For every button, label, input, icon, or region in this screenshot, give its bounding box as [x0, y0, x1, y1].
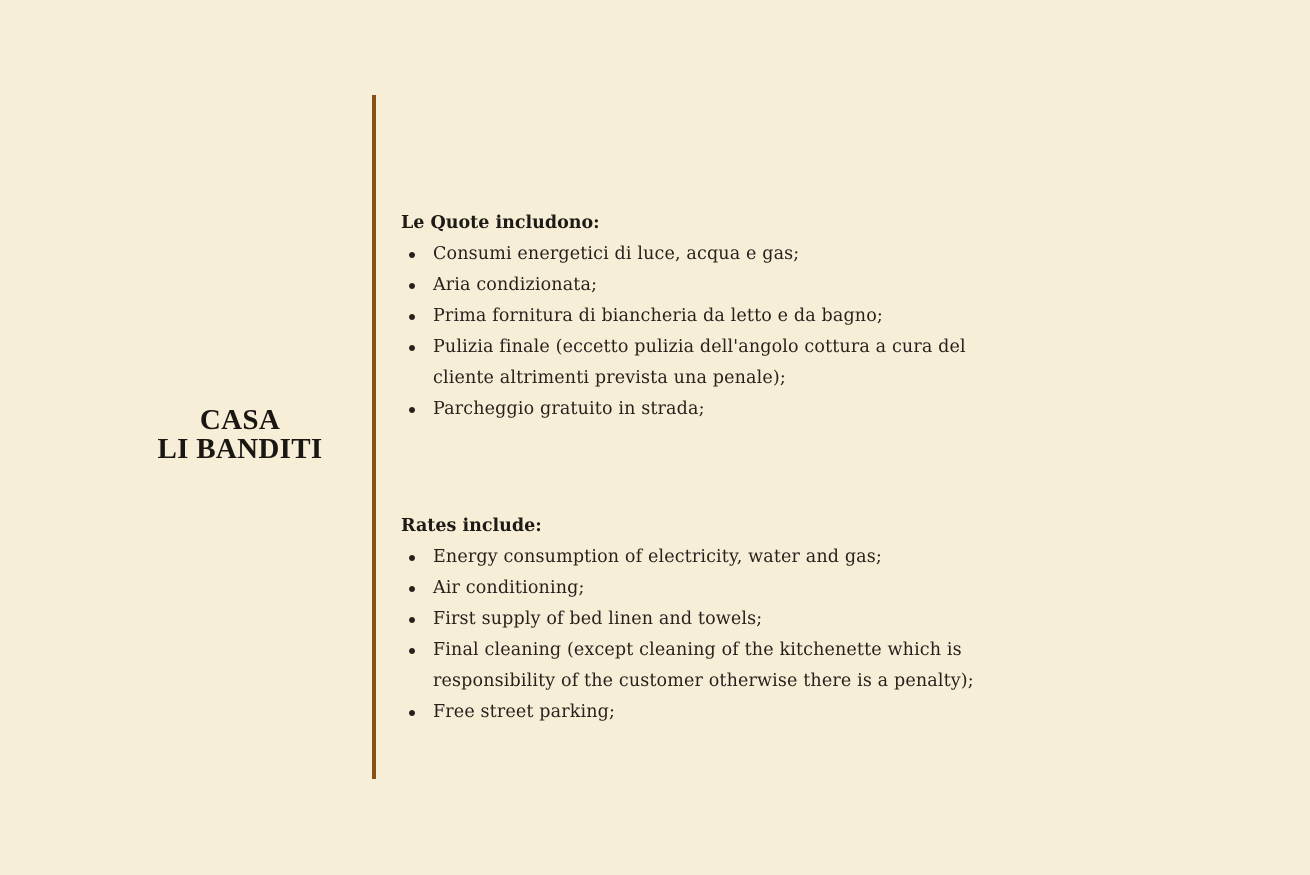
list-item-text: Energy consumption of electricity, water and gas; [433, 547, 882, 567]
list-item [401, 301, 1101, 332]
brand-title [120, 406, 360, 464]
list-item-text: Air conditioning; [433, 578, 585, 598]
list-item-text: First supply of bed linen and towels; [433, 609, 763, 629]
list-item-text: Pulizia finale (eccetto pulizia dell'angolo cottura a cura del [433, 337, 966, 357]
list-item-text: Consumi energetici di luce, acqua e gas; [433, 244, 800, 264]
list-item-text: Aria condizionata; [433, 275, 598, 295]
list-item [401, 697, 1101, 728]
list-item-text: Prima fornitura di biancheria da letto e da bagno; [433, 306, 883, 326]
bullet-icon [409, 710, 415, 716]
english-rates-section [401, 512, 1101, 728]
vertical-divider [372, 95, 376, 779]
bullet-icon [409, 648, 415, 654]
english-rates-list [401, 542, 1101, 728]
bullet-icon [409, 555, 415, 561]
bullet-icon [409, 252, 415, 258]
list-item [401, 394, 1101, 425]
italian-rates-heading: Le Quote includono: [401, 213, 600, 233]
list-item [401, 239, 1101, 270]
bullet-icon [409, 617, 415, 623]
list-item [401, 635, 1101, 697]
list-item [401, 573, 1101, 604]
list-item [401, 542, 1101, 573]
list-item-text: Free street parking; [433, 702, 616, 722]
list-item [401, 332, 1101, 394]
brand-title-line-2: LI BANDITI [157, 433, 323, 465]
list-item-text: responsibility of the customer otherwise there is a penalty); [433, 671, 974, 691]
list-item [401, 270, 1101, 301]
bullet-icon [409, 586, 415, 592]
list-item-text: Final cleaning (except cleaning of the kitchenette which is [433, 640, 962, 660]
italian-rates-section [401, 209, 1101, 425]
list-item-text: Parcheggio gratuito in strada; [433, 399, 705, 419]
english-rates-heading: Rates include: [401, 516, 542, 536]
list-item-text: cliente altrimenti prevista una penale); [433, 368, 786, 388]
bullet-icon [409, 407, 415, 413]
bullet-icon [409, 283, 415, 289]
brand-title-line-1: CASA [199, 404, 281, 436]
list-item [401, 604, 1101, 635]
italian-rates-list [401, 239, 1101, 425]
bullet-icon [409, 314, 415, 320]
bullet-icon [409, 345, 415, 351]
